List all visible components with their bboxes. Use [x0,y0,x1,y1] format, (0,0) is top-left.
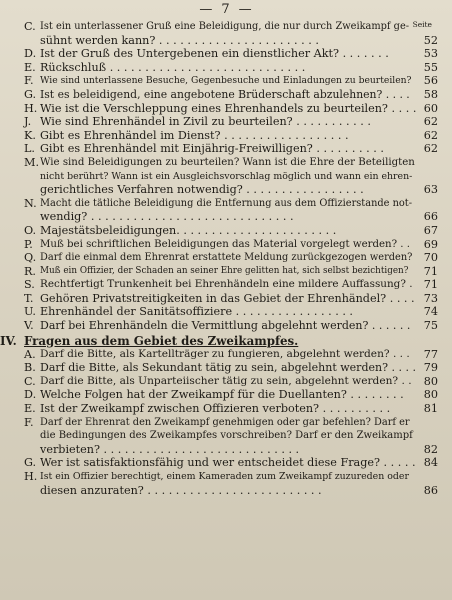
entry-page-number: 63 [423,183,438,197]
entry-letter: O. [24,223,37,237]
toc-entry [0,61,452,75]
entry-letter: G. [24,456,37,470]
entry-letter: B. [24,361,36,375]
page-number: — 7 — [0,2,452,17]
entry-text-line: Wie sind Ehrenhändel in Zivil zu beurteilen? . . . . . . . . . . . [40,115,371,129]
entry-text-line: Darf bei Ehrenhändeln die Vermittlung abgelehnt werden? . . . . . . [40,319,411,333]
entry-page-number: 80 [423,374,438,388]
toc-entry [0,115,452,129]
entry-letter: K. [24,128,36,142]
toc-entry [0,348,452,362]
entry-letter: T. [24,291,34,305]
entry-text-line: Rückschluß . . . . . . . . . . . . . . . . . . . . . . . . . . . . [40,60,306,74]
entry-page-number: 53 [423,47,438,61]
entry-page-number: 81 [423,402,438,416]
seite-column-label: Seite [412,20,432,29]
entry-letter: C. [24,374,36,388]
entry-page-number: 86 [423,483,438,497]
entry-text-line: Wie sind Beleidigungen zu beurteilen? Wann ist die Ehre der Beteiligten [40,156,415,168]
entry-letter: U. [24,305,36,319]
entry-letter: C. [24,20,36,33]
entry-text-line: Wie ist die Verschleppung eines Ehrenhandels zu beurteilen? . . . . [40,101,417,115]
toc-entry [0,74,452,88]
entry-letter: D. [24,388,37,402]
toc-entry [0,156,452,197]
entry-letter: F. [24,74,34,88]
entry-page-number: 55 [423,60,438,74]
entry-letter: G. [24,87,37,101]
toc-entry [0,319,452,333]
entry-page-number: 71 [423,264,438,278]
entry-letter: E. [24,402,36,416]
entry-text-line: Darf die Bitte, als Sekundant tätig zu sein, abgelehnt werden? . . . . [40,361,416,375]
entry-text-line: Ist ein Offizier berechtigt, einem Kameraden zum Zweikampf zuzureden oder [40,471,409,482]
entry-text-line: Darf der Ehrenrat den Zweikampf genehmigen oder gar befehlen? Darf er [40,416,410,428]
entry-page-number: 82 [423,442,438,456]
entry-text-line: Rechtfertigt Trunkenheit bei Ehrenhändeln eine mildere Auffassung? . [40,278,413,291]
entry-text-line: Gehören Privatstreitigkeiten in das Gebiet der Ehrenhändel? . . . . [40,291,415,305]
toc-entry [0,278,452,292]
toc-entry [0,197,452,224]
entry-letter: D. [24,47,37,61]
entry-page-number: 52 [423,33,438,47]
toc-entry [0,305,452,319]
section-title: Fragen aus dem Gebiet des Zweikampfes. [24,333,299,348]
toc-entry [0,470,452,497]
toc-entry [0,224,452,238]
toc-entry [0,402,452,416]
entry-text-line: diesen anzuraten? . . . . . . . . . . . . . . . . . . . . . . . . . [40,483,322,497]
entry-page-number: 56 [423,74,438,88]
entry-page-number: 80 [423,388,438,402]
entry-text-line: Ehrenhändel der Sanitätsoffiziere . . . . . . . . . . . . . . . . . [40,305,353,319]
entry-letter: H. [24,470,38,483]
entry-letter: M. [24,155,40,169]
toc-entry [0,102,452,116]
table-of-contents [0,20,452,497]
entry-text-line: Ist der Gruß des Untergebenen ein dienstlicher Akt? . . . . . . . [40,47,389,61]
entry-text-line: Muß ein Offizier, der Schaden an seiner Ehre gelitten hat, sich selbst bezichtigen? [40,265,409,276]
entry-letter: H. [24,101,38,115]
entry-text-line: Ist der Zweikampf zwischen Offizieren verboten? . . . . . . . . . . [40,402,391,416]
entry-text-line: sühnt werden kann? . . . . . . . . . . . . . . . . . . . . . . . [40,33,319,47]
toc-entry [0,238,452,252]
entry-page-number: 74 [423,305,438,319]
entry-page-number: 58 [423,87,438,101]
toc-entry [0,251,452,265]
entry-page-number: 60 [423,101,438,115]
entry-text-line: gerichtliches Verfahren notwendig? . . . . . . . . . . . . . . . . . [40,183,364,197]
entry-text-line: Gibt es Ehrenhändel im Dienst? . . . . . . . . . . . . . . . . . . [40,128,349,142]
entry-letter: A. [24,347,36,361]
entry-text-line: Gibt es Ehrenhändel mit Einjährig-Freiwilligen? . . . . . . . . . . [40,142,384,156]
entry-text-line: Macht die tätliche Beleidigung die Entfernung aus dem Offizierstande not- [40,197,413,209]
section-roman-numeral: IV. [0,333,17,348]
entry-page-number: 66 [423,210,438,224]
toc-entry [0,361,452,375]
entry-text-line: Welche Folgen hat der Zweikampf für die Duellanten? . . . . . . . . [40,388,404,402]
entry-letter: L. [24,142,35,156]
entry-letter: S. [24,278,35,292]
entry-text-line: die Bedingungen des Zweikampfes vorschreiben? Darf er den Zweikampf [40,430,413,442]
toc-entry [0,142,452,156]
entry-page-number: 73 [423,291,438,305]
entry-page-number: 62 [423,128,438,142]
entry-page-number: 71 [423,278,438,292]
entry-letter: P. [24,237,33,251]
entry-letter: V. [24,319,34,333]
entry-letter: N. [24,196,37,210]
entry-text-line: nicht berührt? Wann ist ein Ausgleichsvorschlag möglich und wann ein ehren- [40,170,413,182]
entry-text-line: Muß bei schriftlichen Beleidigungen das Material vorgelegt werden? . . [40,238,410,250]
toc-entry [0,375,452,389]
toc-entry [0,388,452,402]
entry-letter: E. [24,60,36,74]
entry-letter: J. [24,115,32,129]
toc-entry [0,416,452,457]
toc-entry [0,456,452,470]
entry-text-line: Ist ein unterlassener Gruß eine Beleidigung, die nur durch Zweikampf ge- [40,21,410,32]
entry-letter: F. [24,415,34,429]
toc-entry [0,47,452,61]
entry-text-line: Darf die Bitte, als Unparteiischer tätig zu sein, abgelehnt werden? . . [40,374,412,387]
entry-letter: Q. [24,251,37,265]
toc-entry [0,129,452,143]
entry-page-number: 62 [423,142,438,156]
entry-page-number: 67 [423,223,438,237]
entry-text-line: wendig? . . . . . . . . . . . . . . . . . . . . . . . . . . . . . [40,210,294,224]
entry-text-line: Wer ist satisfaktionsfähig und wer entscheidet diese Frage? . . . . . [40,456,416,470]
entry-text-line: verbieten? . . . . . . . . . . . . . . . . . . . . . . . . . . . . [40,442,300,456]
entry-letter: R. [24,264,36,278]
entry-page-number: 70 [423,251,438,265]
entry-page-number: 75 [423,319,438,333]
entry-text-line: Majestätsbeleidigungen. . . . . . . . . . . . . . . . . . . . . . . [40,223,337,237]
entry-text-line: Wie sind unterlassene Besuche, Gegenbesuche und Einladungen zu beurteilen? [40,75,412,87]
toc-entry [0,265,452,279]
entry-page-number: 77 [423,347,438,361]
entry-page-number: 62 [423,115,438,129]
entry-text-line: Darf die Bitte, als Kartellträger zu fungieren, abgelehnt werden? . . . [40,347,410,360]
entry-page-number: 79 [423,361,438,375]
section-heading [0,334,452,348]
entry-text-line: Darf die einmal dem Ehrenrat erstattete Meldung zurückgezogen werden? [40,252,413,264]
toc-entry [0,20,452,47]
toc-entry [0,88,452,102]
entry-page-number: 84 [423,456,438,470]
entry-text-line: Ist es beleidigend, eine angebotene Brüderschaft abzulehnen? . . . . [40,87,410,101]
entry-page-number: 69 [423,237,438,251]
toc-entry [0,292,452,306]
